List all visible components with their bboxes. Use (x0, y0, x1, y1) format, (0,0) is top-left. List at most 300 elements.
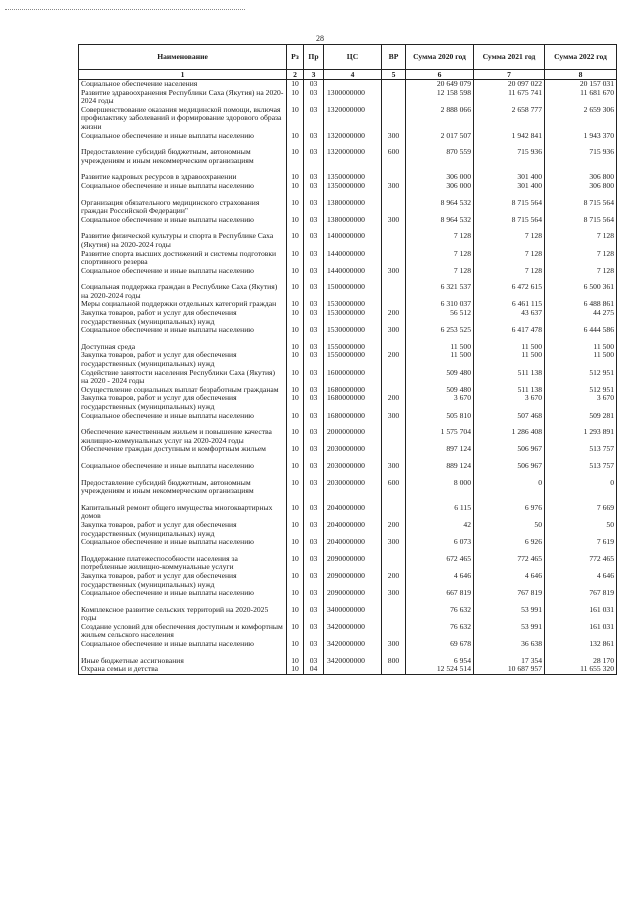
row-rz: 10 (287, 555, 304, 572)
table-row (79, 182, 617, 191)
row-cs: 1320000000 (324, 132, 382, 141)
spacer-row (79, 275, 617, 283)
row-cs (324, 420, 382, 428)
index-cell: 3 (304, 70, 324, 80)
row-sum-2021: 1 942 841 (474, 132, 545, 141)
row-sum-2021: 53 991 (474, 606, 545, 623)
row-sum-2020 (406, 224, 474, 232)
row-sum-2020 (406, 649, 474, 657)
table-row (79, 412, 617, 421)
row-pr (304, 547, 324, 555)
table-row (79, 606, 617, 623)
row-rz: 10 (287, 89, 304, 106)
row-pr: 03 (304, 326, 324, 335)
row-rz: 10 (287, 640, 304, 649)
row-cs: 2030000000 (324, 462, 382, 471)
row-sum-2021: 3 670 (474, 394, 545, 411)
row-rz (287, 275, 304, 283)
header-cs: ЦС (324, 45, 382, 70)
row-sum-2022: 7 619 (545, 538, 617, 547)
row-vr (382, 606, 406, 623)
row-cs (324, 547, 382, 555)
table-row (79, 300, 617, 309)
row-name: Социальное обеспечение и иные выплаты населению (79, 462, 287, 471)
row-pr: 03 (304, 412, 324, 421)
spacer-row (79, 598, 617, 606)
row-name: Предоставление субсидий бюджетным, автономным учреждениям и иным некоммерческим организациям (79, 148, 287, 165)
header-sum-2022: Сумма 2022 год (545, 45, 617, 70)
row-name (79, 649, 287, 657)
row-sum-2022: 11 500 (545, 343, 617, 352)
table-row (79, 538, 617, 547)
table-row (79, 665, 617, 674)
row-rz: 10 (287, 343, 304, 352)
row-pr: 03 (304, 479, 324, 496)
row-rz: 10 (287, 309, 304, 326)
row-cs (324, 335, 382, 343)
row-name (79, 547, 287, 555)
row-pr: 03 (304, 428, 324, 445)
row-vr: 800 (382, 657, 406, 666)
table-row (79, 309, 617, 326)
spacer-row (79, 454, 617, 462)
row-name: Закупка товаров, работ и услуг для обеспечения государственных (муниципальных) нужд (79, 521, 287, 538)
row-sum-2020: 69 678 (406, 640, 474, 649)
row-name: Социальное обеспечение и иные выплаты населению (79, 132, 287, 141)
row-cs: 2040000000 (324, 521, 382, 538)
row-sum-2021: 20 097 022 (474, 80, 545, 89)
row-sum-2021: 506 967 (474, 445, 545, 454)
row-pr: 03 (304, 521, 324, 538)
row-pr: 03 (304, 173, 324, 182)
row-sum-2022 (545, 165, 617, 173)
row-name (79, 140, 287, 148)
row-pr (304, 496, 324, 504)
row-pr (304, 140, 324, 148)
row-sum-2020 (406, 275, 474, 283)
row-cs (324, 275, 382, 283)
row-rz: 10 (287, 479, 304, 496)
row-name: Предоставление субсидий бюджетным, автономным учреждениям и иным некоммерческим организациям (79, 479, 287, 496)
row-vr: 300 (382, 462, 406, 471)
row-sum-2021: 7 128 (474, 267, 545, 276)
row-cs: 1530000000 (324, 326, 382, 335)
header-sum-2021: Сумма 2021 год (474, 45, 545, 70)
row-sum-2020: 2 017 507 (406, 132, 474, 141)
index-cell: 5 (382, 70, 406, 80)
table-row (79, 351, 617, 368)
row-sum-2020: 897 124 (406, 445, 474, 454)
row-cs (324, 165, 382, 173)
row-name: Закупка товаров, работ и услуг для обеспечения государственных (муниципальных) нужд (79, 309, 287, 326)
row-name (79, 598, 287, 606)
row-pr: 03 (304, 106, 324, 132)
row-rz: 10 (287, 572, 304, 589)
row-sum-2022: 1 293 891 (545, 428, 617, 445)
row-sum-2022: 11 681 670 (545, 89, 617, 106)
row-cs: 3420000000 (324, 623, 382, 640)
row-pr: 03 (304, 462, 324, 471)
row-cs: 1320000000 (324, 106, 382, 132)
row-rz: 10 (287, 148, 304, 165)
table-row (79, 80, 617, 89)
row-cs (324, 80, 382, 89)
row-name: Иные бюджетные ассигнования (79, 657, 287, 666)
row-cs (324, 496, 382, 504)
row-sum-2022: 6 488 861 (545, 300, 617, 309)
row-sum-2022: 772 465 (545, 555, 617, 572)
row-rz: 10 (287, 462, 304, 471)
row-cs: 1500000000 (324, 283, 382, 300)
row-name: Социальное обеспечение и иные выплаты населению (79, 640, 287, 649)
row-rz: 10 (287, 623, 304, 640)
table-row (79, 106, 617, 132)
row-sum-2021 (474, 547, 545, 555)
row-sum-2020: 76 632 (406, 623, 474, 640)
row-sum-2021 (474, 191, 545, 199)
row-cs: 1600000000 (324, 369, 382, 386)
row-vr (382, 420, 406, 428)
row-cs: 2090000000 (324, 555, 382, 572)
spacer-row (79, 224, 617, 232)
row-sum-2022: 11 500 (545, 351, 617, 368)
row-pr: 03 (304, 283, 324, 300)
row-vr (382, 80, 406, 89)
header-rz: Рз (287, 45, 304, 70)
row-rz: 10 (287, 428, 304, 445)
row-sum-2021: 1 286 408 (474, 428, 545, 445)
index-cell: 7 (474, 70, 545, 80)
row-sum-2020: 7 128 (406, 232, 474, 249)
table-row (79, 173, 617, 182)
row-cs (324, 191, 382, 199)
row-rz: 10 (287, 199, 304, 216)
row-vr: 300 (382, 640, 406, 649)
row-name: Социальное обеспечение и иные выплаты населению (79, 538, 287, 547)
table-row (79, 326, 617, 335)
spacer-row (79, 471, 617, 479)
row-sum-2021: 7 128 (474, 250, 545, 267)
row-vr: 300 (382, 538, 406, 547)
row-rz: 10 (287, 300, 304, 309)
row-sum-2022: 513 757 (545, 445, 617, 454)
spacer-row (79, 191, 617, 199)
row-rz (287, 598, 304, 606)
row-vr (382, 454, 406, 462)
row-name (79, 165, 287, 173)
row-sum-2022: 306 800 (545, 173, 617, 182)
row-cs: 1550000000 (324, 343, 382, 352)
row-sum-2020: 889 124 (406, 462, 474, 471)
table-row (79, 555, 617, 572)
row-vr (382, 471, 406, 479)
row-sum-2020 (406, 420, 474, 428)
spacer-row (79, 547, 617, 555)
row-cs (324, 454, 382, 462)
row-cs: 3420000000 (324, 640, 382, 649)
row-pr: 03 (304, 657, 324, 666)
row-sum-2022: 0 (545, 479, 617, 496)
row-name: Социальное обеспечение и иные выплаты населению (79, 182, 287, 191)
row-cs: 1550000000 (324, 351, 382, 368)
row-sum-2022: 7 669 (545, 504, 617, 521)
row-vr (382, 173, 406, 182)
row-sum-2022 (545, 140, 617, 148)
row-sum-2022: 3 670 (545, 394, 617, 411)
row-pr (304, 165, 324, 173)
row-name: Охрана семьи и детства (79, 665, 287, 674)
row-cs: 1300000000 (324, 89, 382, 106)
row-sum-2020: 12 158 598 (406, 89, 474, 106)
row-pr: 03 (304, 250, 324, 267)
row-pr: 03 (304, 132, 324, 141)
row-sum-2020: 7 128 (406, 250, 474, 267)
row-sum-2020: 6 073 (406, 538, 474, 547)
row-sum-2021: 301 400 (474, 173, 545, 182)
row-sum-2021 (474, 275, 545, 283)
row-vr (382, 445, 406, 454)
row-pr: 03 (304, 538, 324, 547)
row-sum-2020 (406, 547, 474, 555)
row-vr (382, 140, 406, 148)
row-rz: 10 (287, 657, 304, 666)
row-name: Содействие занятости населения Республики Саха (Якутия) на 2020 - 2024 годы (79, 369, 287, 386)
row-rz (287, 165, 304, 173)
row-sum-2021 (474, 496, 545, 504)
row-name: Поддержание платежеспособности населения за потребленные жилищно-коммунальные услуги (79, 555, 287, 572)
table-row (79, 462, 617, 471)
row-sum-2021 (474, 165, 545, 173)
row-rz: 10 (287, 504, 304, 521)
row-sum-2021 (474, 649, 545, 657)
row-vr (382, 165, 406, 173)
row-vr: 300 (382, 412, 406, 421)
row-sum-2020 (406, 598, 474, 606)
row-sum-2020: 8 964 532 (406, 216, 474, 225)
table-row (79, 640, 617, 649)
row-name: Развитие спорта высших достижений и системы подготовки спортивного резерва (79, 250, 287, 267)
row-vr: 300 (382, 267, 406, 276)
row-vr (382, 283, 406, 300)
row-cs: 1680000000 (324, 394, 382, 411)
row-sum-2021: 6 926 (474, 538, 545, 547)
row-sum-2022 (545, 224, 617, 232)
row-pr: 04 (304, 665, 324, 674)
index-cell: 8 (545, 70, 617, 80)
row-pr: 03 (304, 89, 324, 106)
header-vr: ВР (382, 45, 406, 70)
row-rz: 10 (287, 521, 304, 538)
row-vr (382, 191, 406, 199)
row-pr: 03 (304, 199, 324, 216)
table-row (79, 369, 617, 386)
row-sum-2020: 56 512 (406, 309, 474, 326)
row-sum-2022: 50 (545, 521, 617, 538)
row-sum-2021: 43 637 (474, 309, 545, 326)
row-name: Социальное обеспечение и иные выплаты населению (79, 412, 287, 421)
row-name: Развитие кадровых ресурсов в здравоохранении (79, 173, 287, 182)
row-pr (304, 598, 324, 606)
row-vr (382, 555, 406, 572)
row-rz: 10 (287, 412, 304, 421)
row-pr: 03 (304, 232, 324, 249)
row-sum-2021 (474, 140, 545, 148)
row-name: Доступная среда (79, 343, 287, 352)
row-vr: 200 (382, 351, 406, 368)
row-vr: 300 (382, 326, 406, 335)
row-pr (304, 649, 324, 657)
table-header-row (79, 45, 617, 70)
row-sum-2021: 10 687 957 (474, 665, 545, 674)
index-cell: 4 (324, 70, 382, 80)
row-sum-2022 (545, 191, 617, 199)
row-vr (382, 300, 406, 309)
row-vr (382, 106, 406, 132)
row-rz (287, 224, 304, 232)
row-pr (304, 471, 324, 479)
row-cs: 3420000000 (324, 657, 382, 666)
row-cs: 2090000000 (324, 589, 382, 598)
row-name (79, 420, 287, 428)
row-cs: 2040000000 (324, 538, 382, 547)
row-cs: 1350000000 (324, 182, 382, 191)
row-sum-2022: 132 861 (545, 640, 617, 649)
row-sum-2022 (545, 649, 617, 657)
table-row (79, 283, 617, 300)
row-sum-2021: 11 675 741 (474, 89, 545, 106)
row-name (79, 496, 287, 504)
row-pr: 03 (304, 267, 324, 276)
row-sum-2021: 50 (474, 521, 545, 538)
row-sum-2022 (545, 496, 617, 504)
row-cs: 1380000000 (324, 216, 382, 225)
row-rz: 10 (287, 80, 304, 89)
row-sum-2022: 306 800 (545, 182, 617, 191)
row-pr: 03 (304, 148, 324, 165)
row-vr: 200 (382, 572, 406, 589)
table-row (79, 343, 617, 352)
row-name: Социальное обеспечение и иные выплаты населению (79, 216, 287, 225)
row-sum-2022: 513 757 (545, 462, 617, 471)
row-pr: 03 (304, 182, 324, 191)
row-vr (382, 275, 406, 283)
row-cs (324, 224, 382, 232)
table-row (79, 216, 617, 225)
row-rz: 10 (287, 216, 304, 225)
row-sum-2021: 772 465 (474, 555, 545, 572)
table-row (79, 89, 617, 106)
row-pr: 03 (304, 606, 324, 623)
row-sum-2022: 161 031 (545, 623, 617, 640)
table-row (79, 132, 617, 141)
table-row (79, 148, 617, 165)
row-rz: 10 (287, 665, 304, 674)
row-sum-2020: 11 500 (406, 351, 474, 368)
row-sum-2020 (406, 496, 474, 504)
row-name: Закупка товаров, работ и услуг для обеспечения государственных (муниципальных) нужд (79, 351, 287, 368)
row-cs: 1680000000 (324, 412, 382, 421)
row-pr: 03 (304, 394, 324, 411)
header-sum-2020: Сумма 2020 год (406, 45, 474, 70)
table-row (79, 479, 617, 496)
row-rz: 10 (287, 538, 304, 547)
row-pr: 03 (304, 640, 324, 649)
table-row (79, 386, 617, 395)
row-sum-2021: 767 819 (474, 589, 545, 598)
row-sum-2020: 12 524 514 (406, 665, 474, 674)
row-rz: 10 (287, 394, 304, 411)
row-sum-2021: 0 (474, 479, 545, 496)
row-sum-2021: 2 658 777 (474, 106, 545, 132)
row-sum-2020: 6 115 (406, 504, 474, 521)
row-pr (304, 420, 324, 428)
row-sum-2022: 1 943 370 (545, 132, 617, 141)
row-sum-2022 (545, 547, 617, 555)
row-vr (382, 369, 406, 386)
table-row (79, 589, 617, 598)
spacer-row (79, 335, 617, 343)
row-rz (287, 420, 304, 428)
table-row (79, 445, 617, 454)
spacer-row (79, 165, 617, 173)
row-sum-2021: 507 468 (474, 412, 545, 421)
row-sum-2021: 8 715 564 (474, 199, 545, 216)
row-sum-2020: 7 128 (406, 267, 474, 276)
row-rz: 10 (287, 351, 304, 368)
row-rz (287, 471, 304, 479)
row-pr: 03 (304, 216, 324, 225)
row-vr (382, 496, 406, 504)
row-sum-2020: 6 321 537 (406, 283, 474, 300)
row-name: Комплексное развитие сельских территорий на 2020-2025 годы (79, 606, 287, 623)
row-rz: 10 (287, 250, 304, 267)
row-sum-2022: 161 031 (545, 606, 617, 623)
row-sum-2022: 8 715 564 (545, 199, 617, 216)
row-cs: 1440000000 (324, 250, 382, 267)
row-sum-2020: 6 310 037 (406, 300, 474, 309)
row-rz: 10 (287, 106, 304, 132)
row-cs: 1380000000 (324, 199, 382, 216)
row-sum-2020: 870 559 (406, 148, 474, 165)
row-sum-2020: 2 888 066 (406, 106, 474, 132)
row-name (79, 335, 287, 343)
row-sum-2022: 512 951 (545, 369, 617, 386)
row-sum-2020: 20 649 079 (406, 80, 474, 89)
row-name (79, 275, 287, 283)
row-pr: 03 (304, 369, 324, 386)
row-pr: 03 (304, 504, 324, 521)
row-cs: 3400000000 (324, 606, 382, 623)
row-sum-2020: 8 964 532 (406, 199, 474, 216)
row-name: Создание условий для обеспечения доступным и комфортным жильем сельского населения (79, 623, 287, 640)
row-cs (324, 649, 382, 657)
row-sum-2022: 8 715 564 (545, 216, 617, 225)
row-sum-2021: 715 936 (474, 148, 545, 165)
row-sum-2020 (406, 140, 474, 148)
row-sum-2020: 1 575 704 (406, 428, 474, 445)
row-sum-2022 (545, 471, 617, 479)
row-cs: 2030000000 (324, 445, 382, 454)
row-sum-2022 (545, 420, 617, 428)
row-cs: 1400000000 (324, 232, 382, 249)
row-name: Развитие здравоохранения Республики Саха (Якутия) на 2020-2024 годы (79, 89, 287, 106)
table-row (79, 267, 617, 276)
row-sum-2021: 17 354 (474, 657, 545, 666)
row-cs (324, 471, 382, 479)
row-sum-2020: 6 253 525 (406, 326, 474, 335)
row-pr: 03 (304, 386, 324, 395)
row-name: Осуществление социальных выплат безработным гражданам (79, 386, 287, 395)
